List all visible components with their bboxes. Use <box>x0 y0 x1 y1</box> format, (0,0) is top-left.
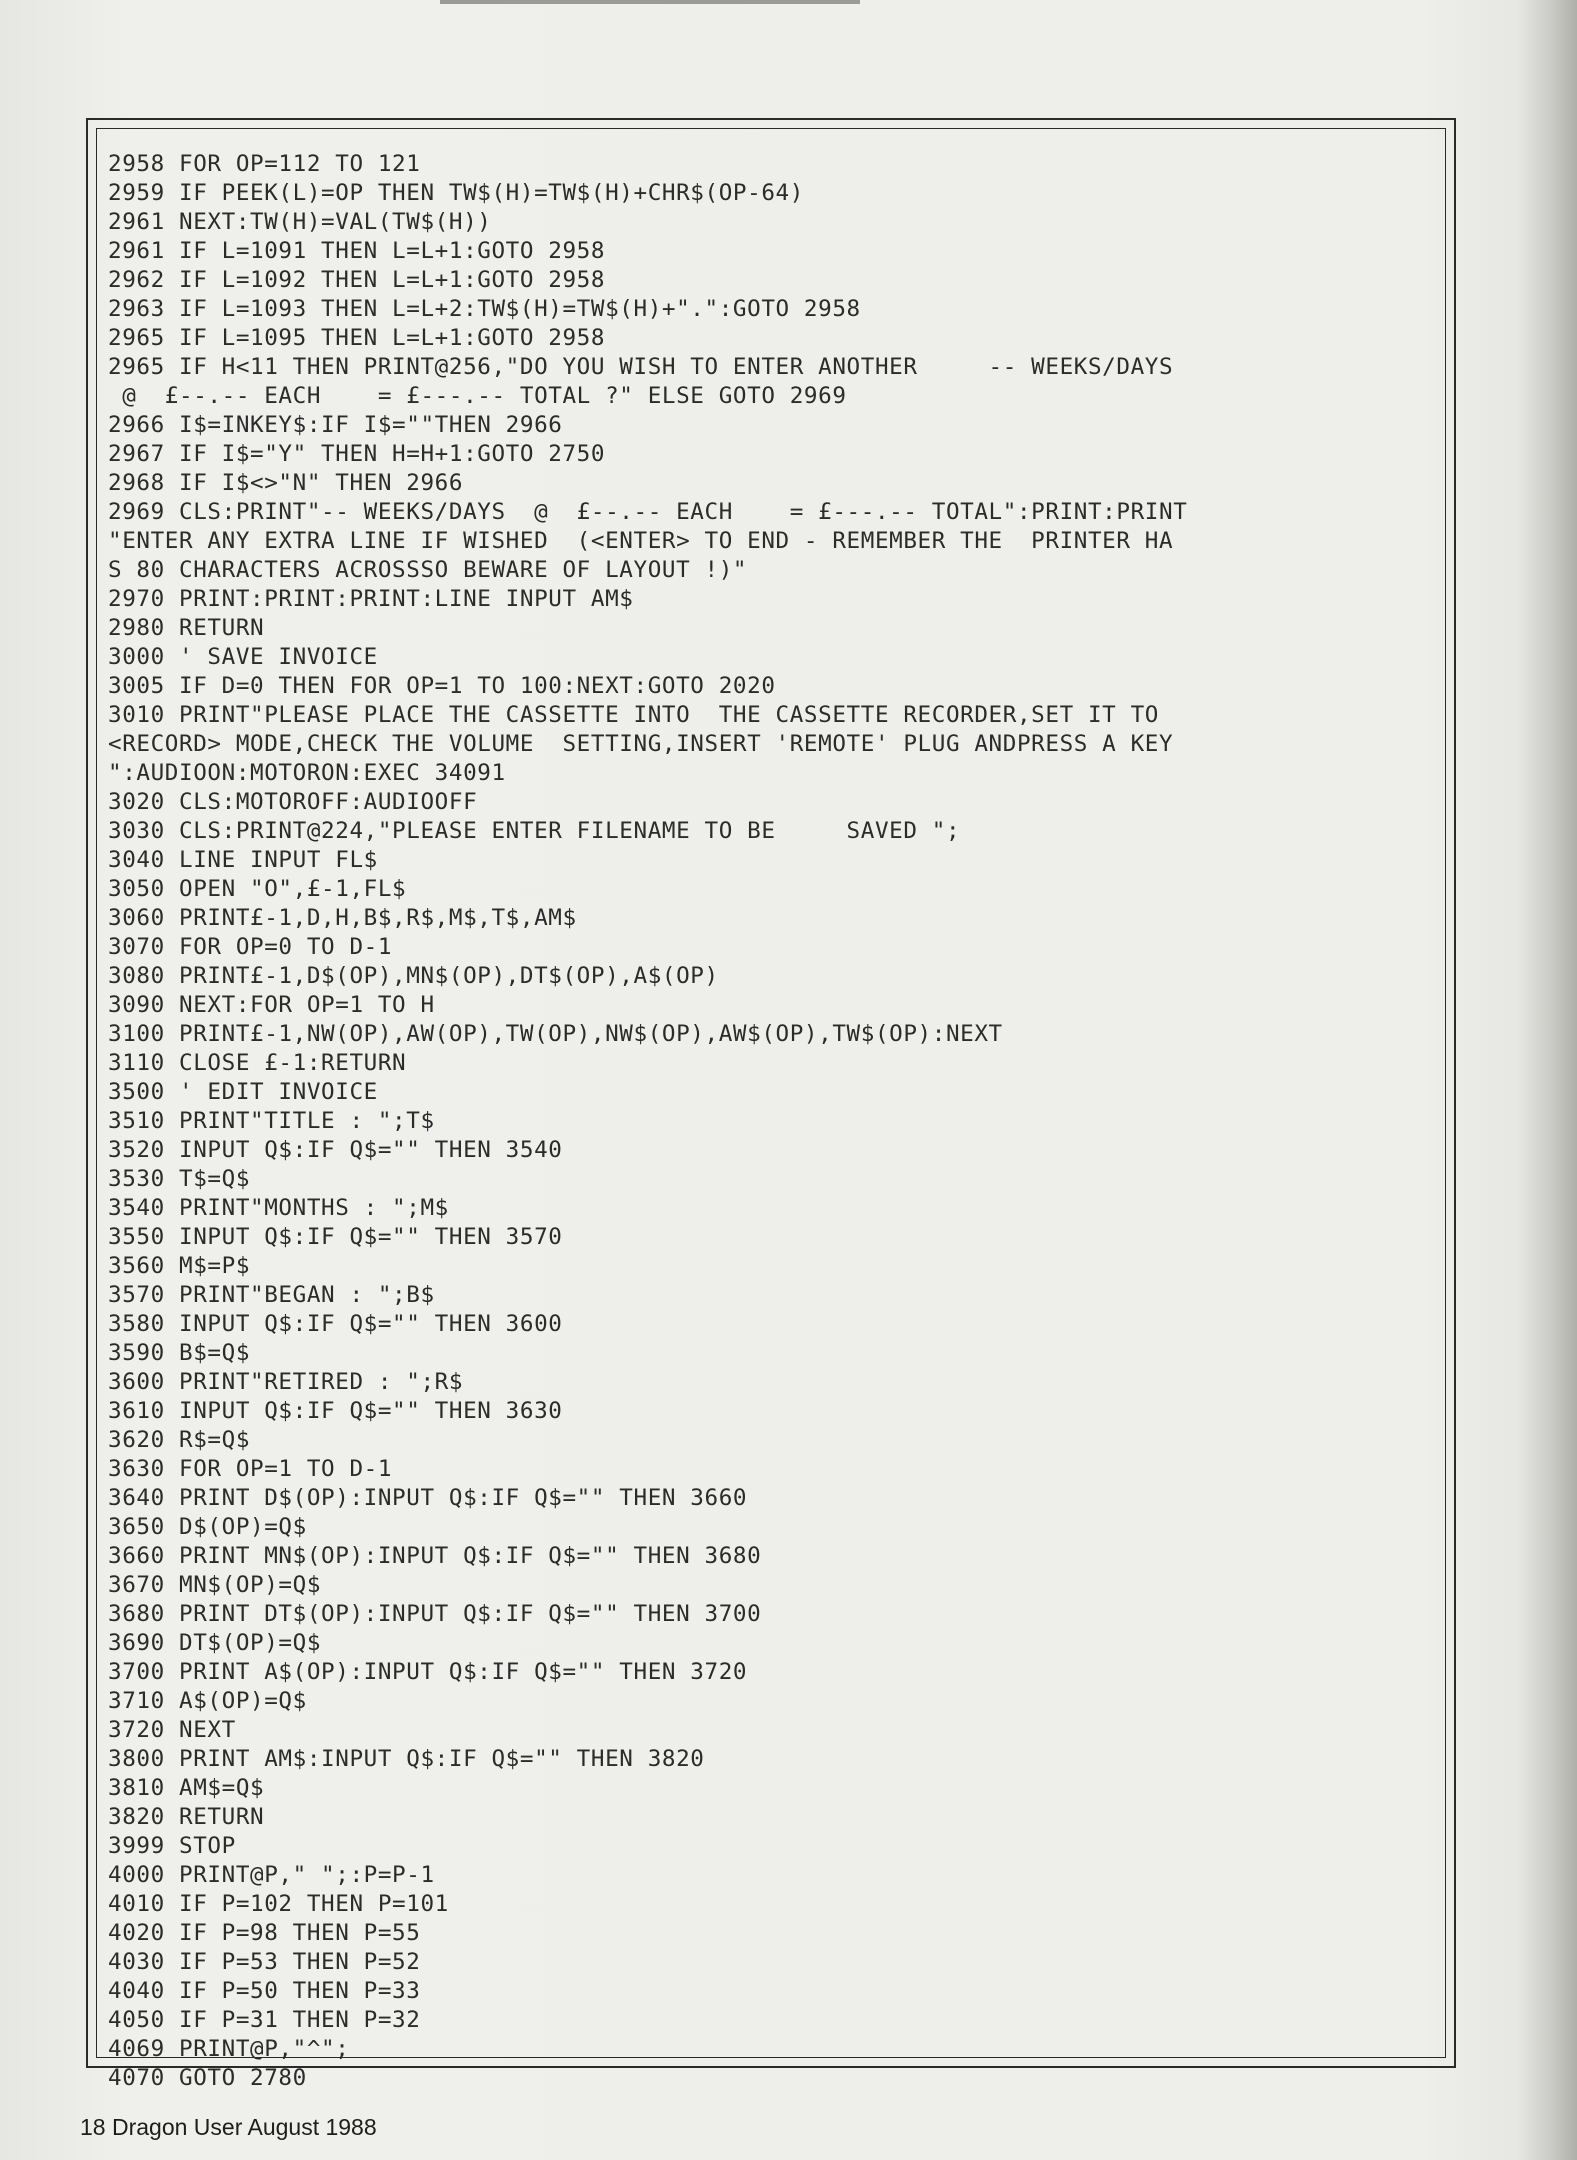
code-line: 3570 PRINT"BEGAN : ";B$ <box>108 1282 435 1308</box>
code-line: 2962 IF L=1092 THEN L=L+1:GOTO 2958 <box>108 267 606 293</box>
code-line: 3680 PRINT DT$(OP):INPUT Q$:IF Q$="" THEN 3700 <box>108 1601 762 1627</box>
code-line: 3720 NEXT <box>108 1717 236 1743</box>
code-line: 3580 INPUT Q$:IF Q$="" THEN 3600 <box>108 1311 563 1337</box>
code-line: 3660 PRINT MN$(OP):INPUT Q$:IF Q$="" THEN 3680 <box>108 1543 762 1569</box>
code-line: 3100 PRINT£-1,NW(OP),AW(OP),TW(OP),NW$(OP),AW$(OP),TW$(OP):NEXT <box>108 1021 1003 1047</box>
basic-program-listing <box>108 150 1438 2093</box>
code-line: 3710 A$(OP)=Q$ <box>108 1688 307 1714</box>
code-line: 3090 NEXT:FOR OP=1 TO H <box>108 992 435 1018</box>
code-line: 3010 PRINT"PLEASE PLACE THE CASSETTE INTO THE CASSETTE RECORDER,SET IT TO <box>108 702 1159 728</box>
code-line: 3640 PRINT D$(OP):INPUT Q$:IF Q$="" THEN 3660 <box>108 1485 748 1511</box>
code-line: 4020 IF P=98 THEN P=55 <box>108 1920 421 1946</box>
code-line: 4040 IF P=50 THEN P=33 <box>108 1978 421 2004</box>
code-line: 2965 IF L=1095 THEN L=L+1:GOTO 2958 <box>108 325 606 351</box>
code-line: 2961 NEXT:TW(H)=VAL(TW$(H)) <box>108 209 492 235</box>
code-line: 3620 R$=Q$ <box>108 1427 251 1453</box>
code-line: "ENTER ANY EXTRA LINE IF WISHED (<ENTER> TO END - REMEMBER THE PRINTER HA <box>108 528 1174 554</box>
code-line: 3590 B$=Q$ <box>108 1340 251 1366</box>
code-line: 4000 PRINT@P," ";:P=P-1 <box>108 1862 435 1888</box>
code-line: 3510 PRINT"TITLE : ";T$ <box>108 1108 435 1134</box>
code-line: 3800 PRINT AM$:INPUT Q$:IF Q$="" THEN 3820 <box>108 1746 705 1772</box>
code-line: 3500 ' EDIT INVOICE <box>108 1079 378 1105</box>
code-line: 3520 INPUT Q$:IF Q$="" THEN 3540 <box>108 1137 563 1163</box>
code-line: 3550 INPUT Q$:IF Q$="" THEN 3570 <box>108 1224 563 1250</box>
code-line: 3070 FOR OP=0 TO D-1 <box>108 934 393 960</box>
code-line: 3630 FOR OP=1 TO D-1 <box>108 1456 393 1482</box>
code-line: 2980 RETURN <box>108 615 265 641</box>
code-line: 3540 PRINT"MONTHS : ";M$ <box>108 1195 449 1221</box>
code-line: ":AUDIOON:MOTORON:EXEC 34091 <box>108 760 506 786</box>
code-line: 3700 PRINT A$(OP):INPUT Q$:IF Q$="" THEN 3720 <box>108 1659 748 1685</box>
code-line: 4070 GOTO 2780 <box>108 2065 307 2091</box>
code-line: 4010 IF P=102 THEN P=101 <box>108 1891 449 1917</box>
code-line: 2970 PRINT:PRINT:PRINT:LINE INPUT AM$ <box>108 586 634 612</box>
code-line: 3110 CLOSE £-1:RETURN <box>108 1050 407 1076</box>
code-line: 3820 RETURN <box>108 1804 265 1830</box>
code-line: 3005 IF D=0 THEN FOR OP=1 TO 100:NEXT:GOTO 2020 <box>108 673 776 699</box>
code-line: 3080 PRINT£-1,D$(OP),MN$(OP),DT$(OP),A$(OP) <box>108 963 719 989</box>
code-line: 3040 LINE INPUT FL$ <box>108 847 378 873</box>
code-line: 3530 T$=Q$ <box>108 1166 251 1192</box>
page-footer: 18 Dragon User August 1988 <box>80 2114 377 2140</box>
code-line: 2966 I$=INKEY$:IF I$=""THEN 2966 <box>108 412 563 438</box>
top-edge-mark <box>440 0 860 4</box>
code-line: 3560 M$=P$ <box>108 1253 251 1279</box>
code-line: 2959 IF PEEK(L)=OP THEN TW$(H)=TW$(H)+CHR$(OP-64) <box>108 180 804 206</box>
code-line: 3610 INPUT Q$:IF Q$="" THEN 3630 <box>108 1398 563 1424</box>
code-line: 3650 D$(OP)=Q$ <box>108 1514 307 1540</box>
code-line: 3670 MN$(OP)=Q$ <box>108 1572 322 1598</box>
code-line: 3000 ' SAVE INVOICE <box>108 644 378 670</box>
code-line: 3060 PRINT£-1,D,H,B$,R$,M$,T$,AM$ <box>108 905 577 931</box>
code-line: 2968 IF I$<>"N" THEN 2966 <box>108 470 464 496</box>
code-line: 4030 IF P=53 THEN P=52 <box>108 1949 421 1975</box>
code-line: 2963 IF L=1093 THEN L=L+2:TW$(H)=TW$(H)+".":GOTO 2958 <box>108 296 861 322</box>
code-line: 2967 IF I$="Y" THEN H=H+1:GOTO 2750 <box>108 441 606 467</box>
code-line: S 80 CHARACTERS ACROSSSO BEWARE OF LAYOUT !)" <box>108 557 748 583</box>
code-line: 3999 STOP <box>108 1833 236 1859</box>
code-line: 3690 DT$(OP)=Q$ <box>108 1630 322 1656</box>
code-line: 3050 OPEN "O",£-1,FL$ <box>108 876 407 902</box>
code-line: 3600 PRINT"RETIRED : ";R$ <box>108 1369 464 1395</box>
code-line: 2965 IF H<11 THEN PRINT@256,"DO YOU WISH TO ENTER ANOTHER -- WEEKS/DAYS <box>108 354 1174 380</box>
code-line: 3020 CLS:MOTOROFF:AUDIOOFF <box>108 789 478 815</box>
code-line: 2961 IF L=1091 THEN L=L+1:GOTO 2958 <box>108 238 606 264</box>
page-edge-shadow <box>1517 0 1577 2160</box>
code-line: <RECORD> MODE,CHECK THE VOLUME SETTING,INSERT 'REMOTE' PLUG ANDPRESS A KEY <box>108 731 1174 757</box>
code-line: @ £--.-- EACH = £---.-- TOTAL ?" ELSE GOTO 2969 <box>108 383 847 409</box>
code-line: 2969 CLS:PRINT"-- WEEKS/DAYS @ £--.-- EACH = £---.-- TOTAL":PRINT:PRINT <box>108 499 1188 525</box>
code-line: 3810 AM$=Q$ <box>108 1775 265 1801</box>
code-line: 2958 FOR OP=112 TO 121 <box>108 151 421 177</box>
code-line: 3030 CLS:PRINT@224,"PLEASE ENTER FILENAME TO BE SAVED "; <box>108 818 961 844</box>
code-line: 4050 IF P=31 THEN P=32 <box>108 2007 421 2033</box>
code-line: 4069 PRINT@P,"^"; <box>108 2036 350 2062</box>
